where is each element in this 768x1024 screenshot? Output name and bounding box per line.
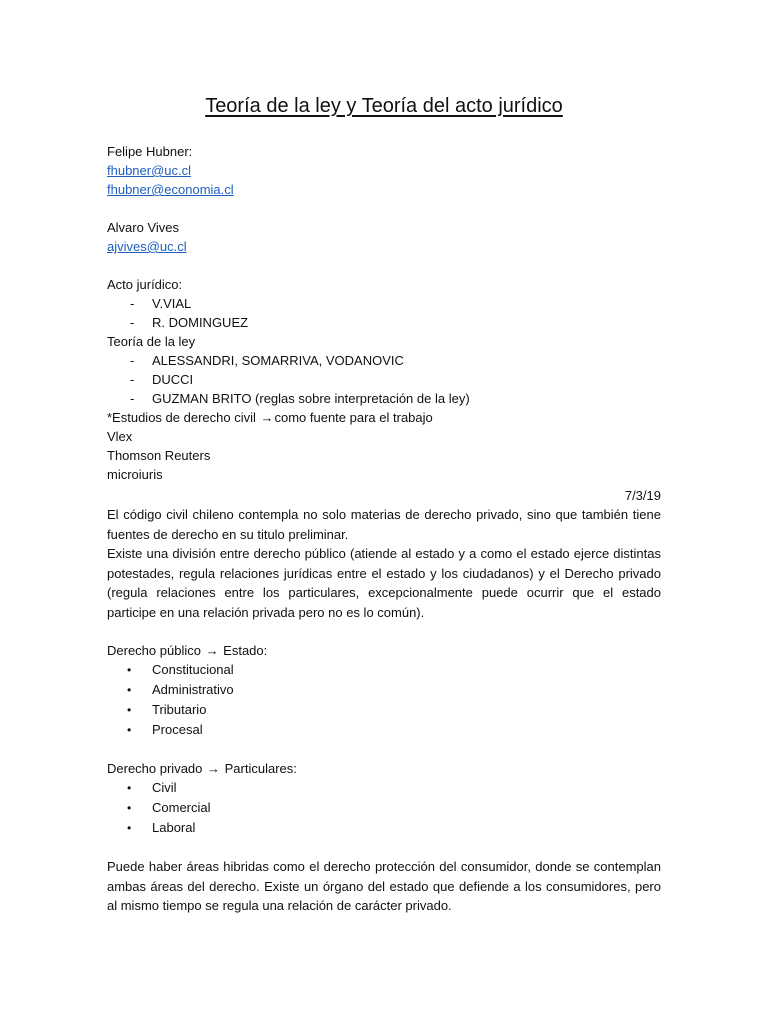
spacer [107, 256, 661, 275]
source-microiuris: microiuris [107, 467, 163, 482]
document-page [107, 92, 661, 916]
list-item-text: Procesal [152, 722, 203, 737]
dash-marker: - [130, 296, 135, 311]
list-item [107, 818, 661, 838]
publico-list [107, 660, 661, 740]
acto-author-list [107, 294, 661, 332]
list-item-text: Comercial [152, 800, 211, 815]
paragraph-division: Existe una división entre derecho público (atiende al estado y a como el estado ejerce distintas potestades, regula relaciones jurídicas entre el estado y los ciudadanos) y el Derecho privado (regula relaciones entre los particulares, excepcionalmente puede ocurrir que el estado participe en una relación privada pero no es lo común). [107, 546, 661, 620]
paragraph-codigo-civil: El código civil chileno contempla no solo materias de derecho privado, sino que también tiene fuentes de derecho en su titulo preliminar. [107, 507, 661, 542]
bullet-icon: • [127, 821, 132, 835]
arrow-right-icon: → [207, 761, 220, 776]
date-label: 7/3/19 [624, 488, 661, 503]
list-item [107, 680, 661, 700]
list-item-text: R. DOMINGUEZ [152, 315, 249, 330]
list-item [107, 660, 661, 680]
list-item [107, 370, 661, 389]
document-title: Teoría de la ley y Teoría del acto jurídico [205, 95, 563, 117]
publico-heading [107, 641, 661, 660]
spacer [107, 199, 661, 218]
list-item [107, 798, 661, 818]
bullet-icon: • [127, 683, 132, 697]
publico-label: Derecho público [107, 643, 205, 658]
email-link-ajvives[interactable]: ajvives@uc.cl [107, 239, 187, 254]
list-item-text: Civil [152, 780, 177, 795]
email-link-fhubner-economia[interactable]: fhubner@economia.cl [107, 182, 234, 197]
bullet-icon: • [127, 703, 132, 717]
list-item-text: V.VIAL [152, 296, 192, 311]
list-item [107, 700, 661, 720]
list-item-text: ALESSANDRI, SOMARRIVA, VODANOVIC [152, 353, 404, 368]
teoria-heading: Teoría de la ley [107, 334, 196, 349]
teoria-author-list [107, 351, 661, 408]
list-item [107, 294, 661, 313]
list-item-text: Constitucional [152, 662, 234, 677]
list-item-text: DUCCI [152, 372, 194, 387]
dash-marker: - [130, 353, 135, 368]
estudios-text-end: como fuente para el trabajo [274, 410, 433, 425]
list-item [107, 389, 661, 408]
email-link-fhubner-uc[interactable]: fhubner@uc.cl [107, 163, 192, 178]
dash-marker: - [130, 391, 135, 406]
bullet-icon: • [127, 781, 132, 795]
contact-name-alvaro: Alvaro Vives [107, 220, 180, 235]
list-item-text: GUZMAN BRITO (reglas sobre interpretación de la ley) [152, 391, 470, 406]
bullet-icon: • [127, 723, 132, 737]
privado-target: Particulares: [221, 761, 297, 776]
arrow-right-icon: → [260, 410, 274, 425]
list-item [107, 351, 661, 370]
estudios-text-start: *Estudios de derecho civil [107, 410, 260, 425]
bullet-icon: • [127, 801, 132, 815]
dash-marker: - [130, 315, 135, 330]
privado-list [107, 778, 661, 838]
list-item-text: Laboral [152, 820, 196, 835]
list-item-text: Tributario [152, 702, 207, 717]
dash-marker: - [130, 372, 135, 387]
list-item [107, 778, 661, 798]
spacer [107, 740, 661, 759]
source-vlex: Vlex [107, 429, 133, 444]
estudios-note [107, 408, 661, 427]
bullet-icon: • [127, 663, 132, 677]
acto-heading: Acto jurídico: [107, 277, 183, 292]
paragraph-areas-hibridas: Puede haber áreas hibridas como el derecho protección del consumidor, donde se contemplan ambas áreas del derecho. Existe un órgano del estado que defiende a los consumidores, pero al mismo tiempo se regula una relación de carácter privado. [107, 859, 661, 913]
publico-target: Estado: [219, 643, 268, 658]
list-item [107, 313, 661, 332]
spacer [107, 622, 661, 641]
privado-heading [107, 759, 661, 778]
list-item-text: Administrativo [152, 682, 234, 697]
privado-label: Derecho privado [107, 761, 206, 776]
contact-name-felipe: Felipe Hubner: [107, 144, 193, 159]
list-item [107, 720, 661, 740]
spacer [107, 838, 661, 857]
source-thomson-reuters: Thomson Reuters [107, 448, 211, 463]
arrow-right-icon: → [205, 643, 219, 658]
